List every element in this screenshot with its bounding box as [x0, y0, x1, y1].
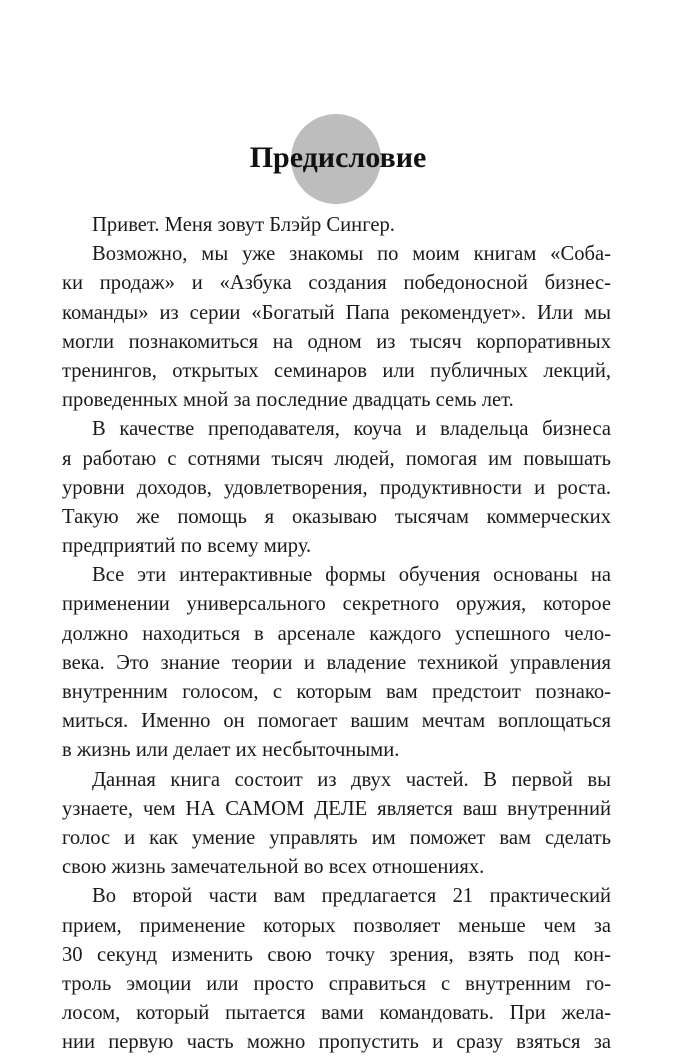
chapter-title: Предисловие	[249, 141, 427, 174]
text-line: ки продаж» и «Азбука создания победоносной бизнес-	[62, 272, 611, 295]
text-line: прием, применение которых позволяет меньше чем за	[62, 914, 611, 937]
text-line: Данная книга состоит из двух частей. В первой вы	[92, 768, 611, 791]
text-line: нии первую часть можно пропустить и сразу взяться за	[62, 1031, 611, 1054]
text-line: могли познакомиться на одном из тысяч корпоративных	[62, 330, 611, 353]
text-line: 30 секунд изменить свою точку зрения, взять под кон-	[62, 943, 611, 966]
text-line: команды» из серии «Богатый Папа рекомендует». Или мы	[62, 301, 611, 324]
text-line: применении универсального секретного оружия, которое	[62, 593, 611, 616]
text-line: свою жизнь замечательной во всех отношениях.	[62, 856, 485, 879]
paragraph	[62, 415, 611, 561]
text-line: Привет. Меня зовут Блэйр Сингер.	[92, 214, 395, 236]
text-line: троль эмоции или просто справиться с внутренним го-	[62, 972, 611, 995]
text-line: Такую же помощь я оказываю тысячам коммерческих	[62, 505, 611, 528]
text-line: предприятий по всему миру.	[62, 535, 312, 558]
text-line: века. Это знание теории и владение техникой управления	[62, 651, 611, 674]
text-line: я работаю с сотнями тысяч людей, помогая им повышать	[62, 447, 611, 470]
text-line: Во второй части вам предлагается 21 практический	[92, 885, 611, 908]
text-line: должно находиться в арсенале каждого успешного чело-	[62, 622, 611, 645]
body-text	[62, 211, 611, 1057]
paragraph	[62, 561, 611, 765]
text-line: лосом, который пытается вами командовать. При жела-	[62, 1002, 611, 1025]
paragraph	[62, 766, 611, 883]
text-line: проведенных мной за последние двадцать семь лет.	[62, 389, 514, 412]
paragraph	[62, 240, 611, 415]
text-line: Все эти интерактивные формы обучения основаны на	[92, 564, 611, 587]
paragraph	[62, 882, 611, 1057]
text-line: уровни доходов, удовлетворения, продуктивности и роста.	[62, 476, 611, 499]
paragraph	[62, 211, 611, 240]
chapter-header	[0, 110, 676, 210]
text-line: В качестве преподавателя, коуча и владельца бизнеса	[92, 418, 611, 441]
text-line: внутренним голосом, с которым вам предстоит познако-	[62, 681, 611, 703]
text-line: в жизнь или делает их несбыточными.	[62, 739, 400, 762]
text-line: узнаете, чем НА САМОМ ДЕЛЕ является ваш внутренний	[62, 797, 611, 820]
text-line: голос и как умение управлять им поможет вам сделать	[62, 826, 611, 849]
text-line: Возможно, мы уже знакомы по моим книгам «Соба-	[92, 243, 611, 266]
text-line: миться. Именно он помогает вашим мечтам воплощаться	[62, 710, 611, 733]
text-line: тренингов, открытых семинаров или публичных лекций,	[62, 359, 611, 382]
